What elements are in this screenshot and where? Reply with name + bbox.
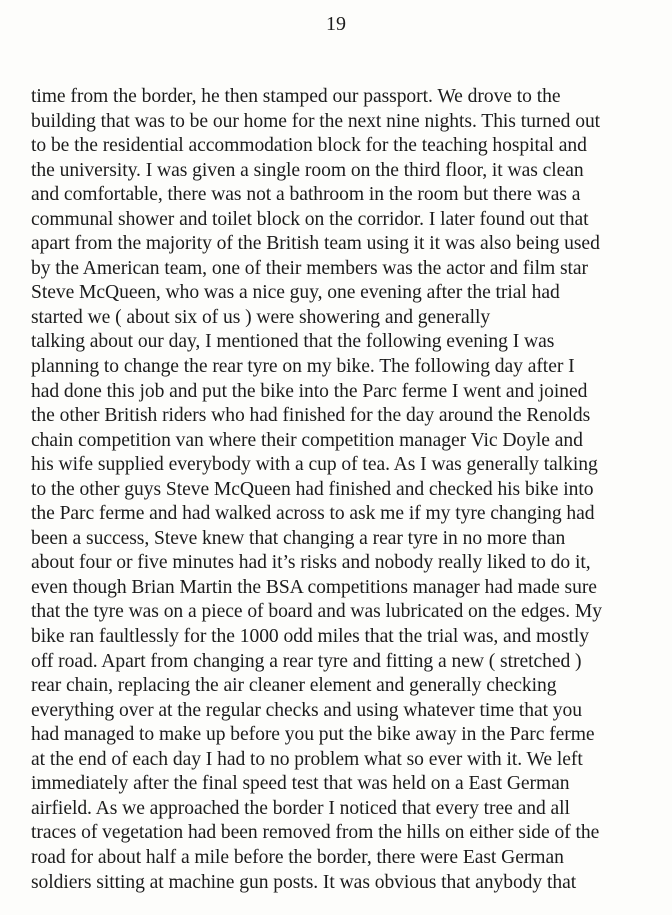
text-line: even though Brian Martin the BSA competitions manager had made sure: [31, 576, 597, 598]
text-line: been a success, Steve knew that changing a rear tyre in no more than: [31, 527, 566, 549]
text-line: that the tyre was on a piece of board and was lubricated on the edges. My: [31, 601, 602, 623]
text-line: Steve McQueen, who was a nice guy, one evening after the trial had: [31, 282, 560, 304]
text-line: by the American team, one of their members was the actor and film star: [31, 257, 588, 279]
text-line: his wife supplied everybody with a cup of tea. As I was generally talking: [31, 454, 598, 476]
text-line: started we ( about six of us ) were showering and generally: [31, 306, 491, 328]
text-line: time from the border, he then stamped our passport. We drove to the: [31, 86, 561, 107]
text-line: apart from the majority of the British team using it it was also being used: [31, 233, 600, 255]
text-line: soldiers sitting at machine gun posts. It was obvious that anybody that: [31, 871, 577, 893]
text-line: to be the residential accommodation block for the teaching hospital and: [31, 135, 587, 157]
text-line: talking about our day, I mentioned that the following evening I was: [31, 331, 555, 353]
text-line: road for about half a mile before the border, there were East German: [31, 846, 564, 868]
text-line: traces of vegetation had been removed from the hills on either side of the: [31, 822, 600, 844]
text-line: to the other guys Steve McQueen had finished and checked his bike into: [31, 478, 594, 500]
text-line: the other British riders who had finished for the day around the Renolds: [31, 405, 591, 427]
text-line: the university. I was given a single room on the third floor, it was clean: [31, 159, 584, 181]
text-line: everything over at the regular checks and using whatever time that you: [31, 699, 583, 721]
text-line: chain competition van where their competition manager Vic Doyle and: [31, 429, 583, 451]
text-line: had managed to make up before you put the bike away in the Parc ferme: [31, 724, 595, 746]
text-line: at the end of each day I had to no problem what so ever with it. We left: [31, 748, 583, 770]
text-line: airfield. As we approached the border I noticed that every tree and all: [31, 797, 570, 819]
text-line: the Parc ferme and had walked across to ask me if my tyre changing had: [31, 503, 595, 525]
text-line: rear chain, replacing the air cleaner element and generally checking: [31, 675, 557, 697]
text-line: planning to change the rear tyre on my bike. The following day after I: [31, 356, 575, 378]
text-line: had done this job and put the bike into the Parc ferme I went and joined: [31, 380, 588, 402]
text-line: communal shower and toilet block on the corridor. I later found out that: [31, 208, 589, 230]
text-line: about four or five minutes had it’s risks and nobody really liked to do it,: [31, 552, 591, 574]
text-line: and comfortable, there was not a bathroom in the room but there was a: [31, 184, 581, 206]
text-line: off road. Apart from changing a rear tyre and fitting a new ( stretched ): [31, 650, 582, 672]
body-text: [31, 85, 671, 895]
text-line: building that was to be our home for the next nine nights. This turned out: [31, 110, 601, 132]
text-line: immediately after the final speed test that was held on a East German: [31, 773, 570, 795]
text-line: bike ran faultlessly for the 1000 odd miles that the trial was, and mostly: [31, 626, 589, 648]
page-number: 19: [326, 13, 346, 35]
